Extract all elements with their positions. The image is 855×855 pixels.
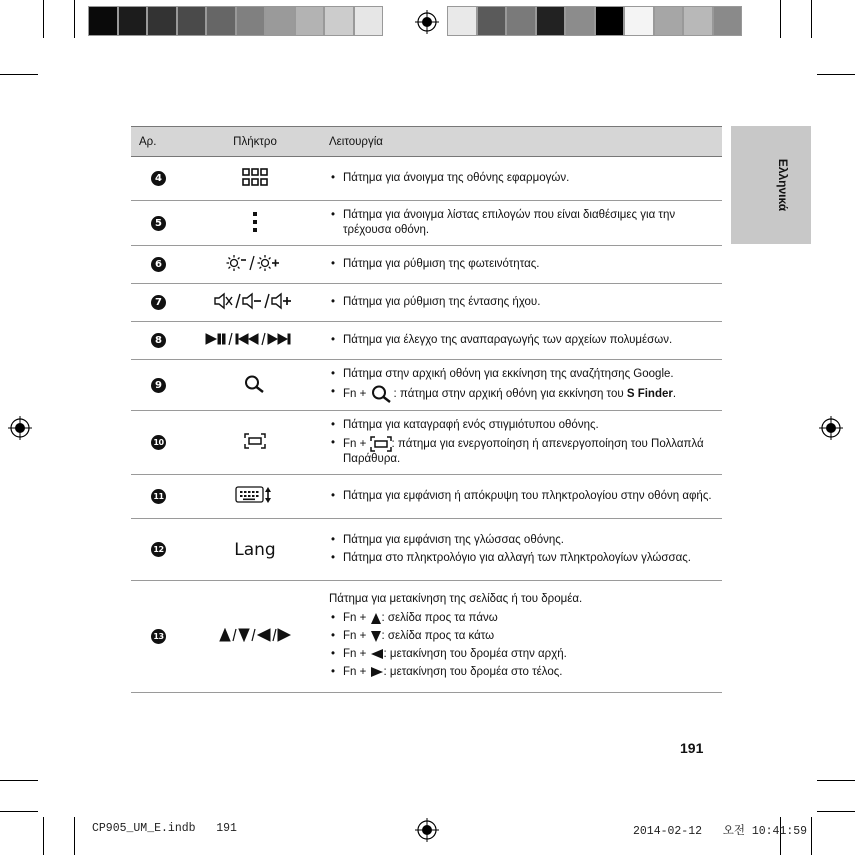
table-header bbox=[131, 127, 722, 157]
color-swatch bbox=[536, 6, 566, 36]
color-swatch bbox=[236, 6, 266, 36]
row-number: 12 bbox=[151, 542, 166, 557]
registration-mark-icon bbox=[415, 818, 439, 842]
color-bar-right bbox=[447, 6, 742, 36]
function-text: • Πάτημα για άνοιγμα της οθόνης εφαρμογών. bbox=[329, 171, 714, 186]
color-swatch bbox=[595, 6, 625, 36]
color-swatch bbox=[713, 6, 743, 36]
arrow-down-icon bbox=[370, 630, 382, 643]
header-function: Λειτουργία bbox=[317, 127, 722, 157]
crop-mark bbox=[74, 817, 75, 855]
slug-right: 2014-02-12 오전 10:41:59 bbox=[633, 825, 808, 838]
table-row bbox=[131, 284, 722, 322]
media-controls-icon bbox=[205, 332, 305, 346]
color-swatch bbox=[447, 6, 477, 36]
row-number: 6 bbox=[151, 257, 166, 272]
header-key: Πλήκτρο bbox=[193, 127, 317, 157]
function-text: • Πάτημα για καταγραφή ενός στιγμιότυπου οθόνης. bbox=[329, 418, 714, 433]
crop-mark bbox=[0, 811, 38, 812]
function-text-fn: • Fn + : πάτημα στην αρχική οθόνη για εκκίνηση του S Finder. bbox=[329, 385, 714, 403]
color-swatch bbox=[624, 6, 654, 36]
function-intro: Πάτημα για μετακίνηση της σελίδας ή του δρομέα. bbox=[329, 593, 583, 606]
function-text-fn: • Fn + : σελίδα προς τα πάνω bbox=[329, 611, 714, 626]
more-options-icon bbox=[252, 211, 258, 233]
crop-mark bbox=[817, 811, 855, 812]
registration-mark-icon bbox=[415, 10, 439, 34]
function-text-fn: • Fn + : μετακίνηση του δρομέα στο τέλος. bbox=[329, 665, 714, 680]
color-swatch bbox=[565, 6, 595, 36]
row-number: 11 bbox=[151, 489, 166, 504]
function-text: • Πάτημα για εμφάνιση ή απόκρυψη του πληκτρολογίου στην οθόνη αφής. bbox=[329, 489, 714, 504]
color-swatch bbox=[324, 6, 354, 36]
color-swatch bbox=[295, 6, 325, 36]
color-swatch bbox=[477, 6, 507, 36]
color-bar-left bbox=[88, 6, 383, 36]
table-row bbox=[131, 411, 722, 475]
table-row bbox=[131, 581, 722, 693]
keys-table bbox=[131, 126, 722, 693]
crop-mark bbox=[74, 0, 75, 38]
color-swatch bbox=[147, 6, 177, 36]
table-row bbox=[131, 322, 722, 360]
table-row bbox=[131, 157, 722, 201]
apps-grid-icon bbox=[242, 168, 268, 186]
function-text: • Πάτημα στο πληκτρολόγιο για αλλαγή των πληκτρολογίων γλώσσας. bbox=[329, 551, 714, 566]
table-row bbox=[131, 519, 722, 581]
crop-mark bbox=[43, 817, 44, 855]
crop-mark bbox=[780, 0, 781, 38]
row-number: 7 bbox=[151, 295, 166, 310]
search-icon bbox=[243, 375, 267, 393]
crop-mark bbox=[811, 817, 812, 855]
function-text-fn: • Fn + : πάτημα για ενεργοποίηση ή απενεργοποίηση του Πολλαπλά Παράθυρα. bbox=[329, 436, 714, 467]
color-swatch bbox=[506, 6, 536, 36]
color-swatch bbox=[354, 6, 384, 36]
search-icon bbox=[370, 385, 394, 403]
function-text: • Πάτημα για ρύθμιση της φωτεινότητας. bbox=[329, 257, 714, 272]
table-row bbox=[131, 246, 722, 284]
crop-mark bbox=[811, 0, 812, 38]
arrow-left-icon bbox=[370, 648, 384, 660]
header-no: Αρ. bbox=[131, 127, 193, 157]
s-finder-label: S Finder bbox=[626, 388, 673, 401]
function-text: • Πάτημα στην αρχική οθόνη για εκκίνηση της αναζήτησης Google. bbox=[329, 367, 714, 382]
screenshot-icon bbox=[244, 433, 266, 449]
row-number: 8 bbox=[151, 333, 166, 348]
function-text: • Πάτημα για άνοιγμα λίστας επιλογών που είναι διαθέσιμες για την τρέχουσα οθόνη. bbox=[329, 208, 714, 238]
table-row bbox=[131, 360, 722, 411]
crop-mark bbox=[0, 780, 38, 781]
registration-mark-icon bbox=[819, 416, 843, 440]
brightness-icon bbox=[226, 254, 284, 272]
color-swatch bbox=[654, 6, 684, 36]
slug-left: CP905_UM_E.indb 191 bbox=[92, 822, 237, 835]
row-number: 13 bbox=[151, 629, 166, 644]
crop-mark bbox=[43, 0, 44, 38]
color-swatch bbox=[683, 6, 713, 36]
table-row bbox=[131, 475, 722, 519]
color-swatch bbox=[177, 6, 207, 36]
function-text: • Πάτημα για έλεγχο της αναπαραγωγής των αρχείων πολυμέσων. bbox=[329, 333, 714, 348]
crop-mark bbox=[817, 74, 855, 75]
function-text: • Πάτημα για ρύθμιση της έντασης ήχου. bbox=[329, 295, 714, 310]
crop-mark bbox=[0, 74, 38, 75]
color-swatch bbox=[206, 6, 236, 36]
crop-mark bbox=[817, 780, 855, 781]
row-number: 5 bbox=[151, 216, 166, 231]
arrow-up-icon bbox=[370, 612, 382, 625]
row-number: 4 bbox=[151, 171, 166, 186]
row-number: 9 bbox=[151, 378, 166, 393]
keyboard-toggle-icon bbox=[235, 486, 275, 504]
page-number: 191 bbox=[680, 740, 704, 756]
arrow-keys-icon bbox=[219, 628, 291, 642]
language-tab-label: Ελληνικά bbox=[776, 158, 790, 212]
function-text-fn: • Fn + : μετακίνηση του δρομέα στην αρχή. bbox=[329, 647, 714, 662]
registration-mark-icon bbox=[8, 416, 32, 440]
function-text: • Πάτημα για εμφάνιση της γλώσσας οθόνης. bbox=[329, 533, 714, 548]
color-swatch bbox=[118, 6, 148, 36]
color-swatch bbox=[88, 6, 118, 36]
table-row bbox=[131, 201, 722, 246]
arrow-right-icon bbox=[370, 666, 384, 678]
color-swatch bbox=[265, 6, 295, 36]
lang-key-label: Lang bbox=[234, 539, 276, 560]
row-number: 10 bbox=[151, 435, 166, 450]
language-tab bbox=[731, 126, 811, 244]
screenshot-icon bbox=[370, 436, 392, 452]
volume-icon bbox=[213, 292, 297, 310]
function-text-fn: • Fn + : σελίδα προς τα κάτω bbox=[329, 629, 714, 644]
